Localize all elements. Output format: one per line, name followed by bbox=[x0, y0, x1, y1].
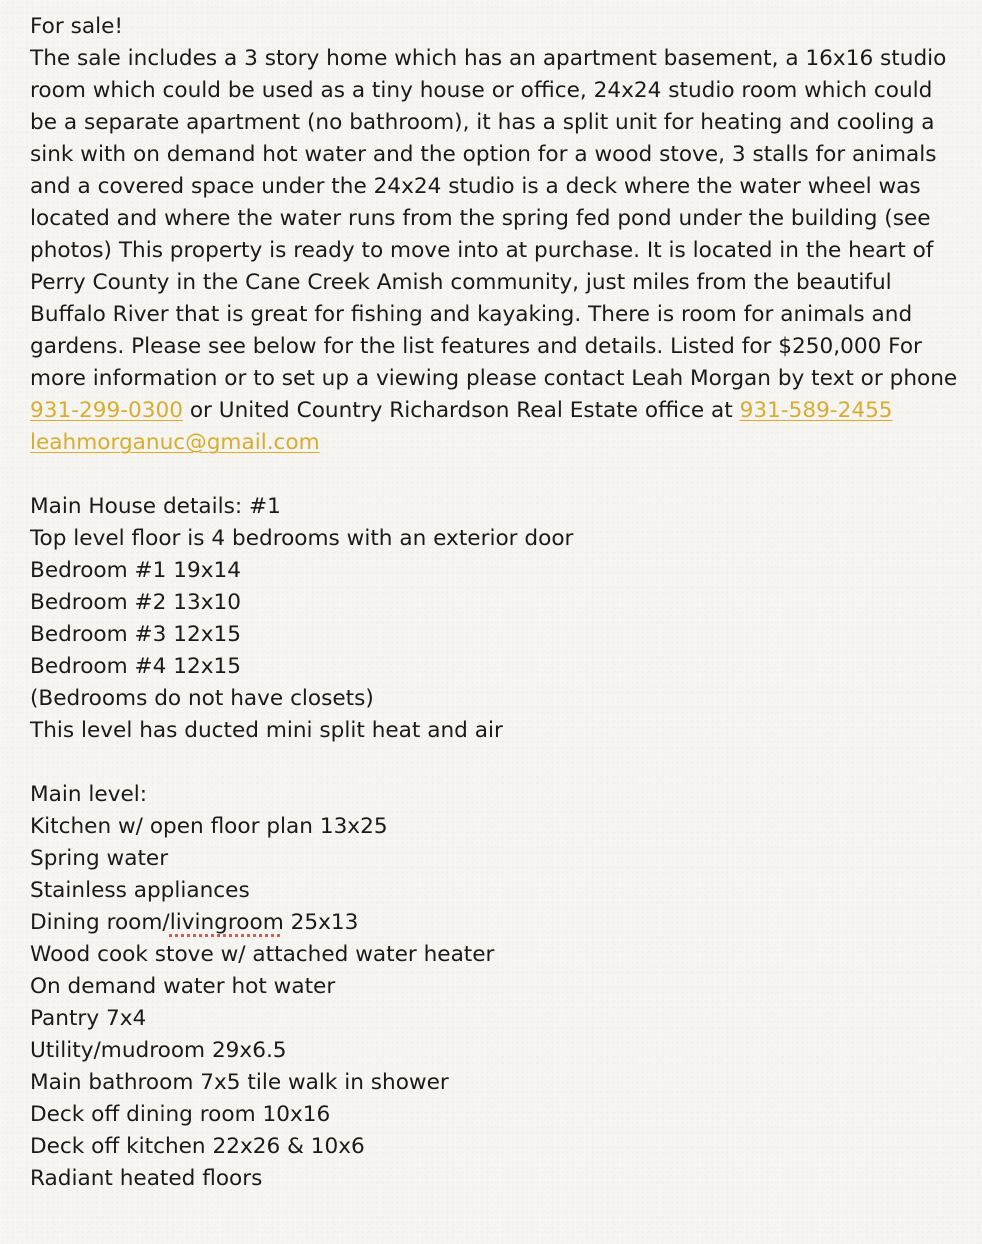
list-line: This level has ducted mini split heat and air bbox=[30, 718, 503, 743]
list-line: Main bathroom 7x5 tile walk in shower bbox=[30, 1070, 449, 1095]
note-body[interactable] bbox=[30, 11, 965, 1195]
misspelled-word[interactable]: livingroom bbox=[169, 910, 284, 935]
list-line: Bedroom #4 12x15 bbox=[30, 654, 241, 679]
list-line: Kitchen w/ open floor plan 13x25 bbox=[30, 814, 388, 839]
list-line: Top level floor is 4 bedrooms with an exterior door bbox=[30, 526, 574, 551]
description-between-text: or United Country Richardson Real Estate office at bbox=[182, 398, 740, 423]
description-text: The sale includes a 3 story home which has an apartment basement, a 16x16 studio room which could be used as a tiny house or office, 24x24 studio room which could be a separate apartment (no bathroom), it has a split unit for heating and cooling a sink with on demand hot water and the option for a wood stove, 3 stalls for animals and a covered space under the 24x24 studio is a deck where the water wheel was located and where the water runs from the spring fed pond under the building (see photos) This property is ready to move into at purchase. It is located in the heart of Perry County in the Cane Creek Amish community, just miles from the beautiful Buffalo River that is great for fishing and kayaking. There is room for animals and gardens. Please see below for the list features and details. Listed for $250,000 For more information or to set up a viewing please contact Leah Morgan by text or phone bbox=[30, 46, 958, 391]
blank-line bbox=[30, 459, 965, 491]
dining-prefix: Dining room/ bbox=[30, 910, 170, 935]
list-line: Deck off dining room 10x16 bbox=[30, 1102, 331, 1127]
list-line: Pantry 7x4 bbox=[30, 1006, 147, 1031]
list-line: Radiant heated floors bbox=[30, 1166, 263, 1191]
list-line: Bedroom #3 12x15 bbox=[30, 622, 241, 647]
list-line: Spring water bbox=[30, 846, 169, 871]
blank-line bbox=[30, 747, 965, 779]
list-line: Bedroom #1 19x14 bbox=[30, 558, 241, 583]
dining-suffix: 25x13 bbox=[283, 910, 359, 935]
list-line: Wood cook stove w/ attached water heater bbox=[30, 942, 495, 967]
main-level-title: Main level: bbox=[30, 782, 148, 807]
email-link[interactable]: leahmorganuc@gmail.com bbox=[30, 430, 320, 455]
phone-link-office[interactable]: 931-589-2455 bbox=[739, 398, 893, 423]
description-paragraph bbox=[30, 43, 965, 459]
list-line: Utility/mudroom 29x6.5 bbox=[30, 1038, 287, 1063]
list-line: (Bedrooms do not have closets) bbox=[30, 686, 374, 711]
main-house-title: Main House details: #1 bbox=[30, 494, 281, 519]
list-line: On demand water hot water bbox=[30, 974, 336, 999]
phone-link-leah[interactable]: 931-299-0300 bbox=[30, 398, 183, 423]
note-heading: For sale! bbox=[30, 14, 124, 39]
list-line: Bedroom #2 13x10 bbox=[30, 590, 241, 615]
list-line: Deck off kitchen 22x26 & 10x6 bbox=[30, 1134, 365, 1159]
dining-line bbox=[30, 907, 965, 939]
list-line: Stainless appliances bbox=[30, 878, 250, 903]
